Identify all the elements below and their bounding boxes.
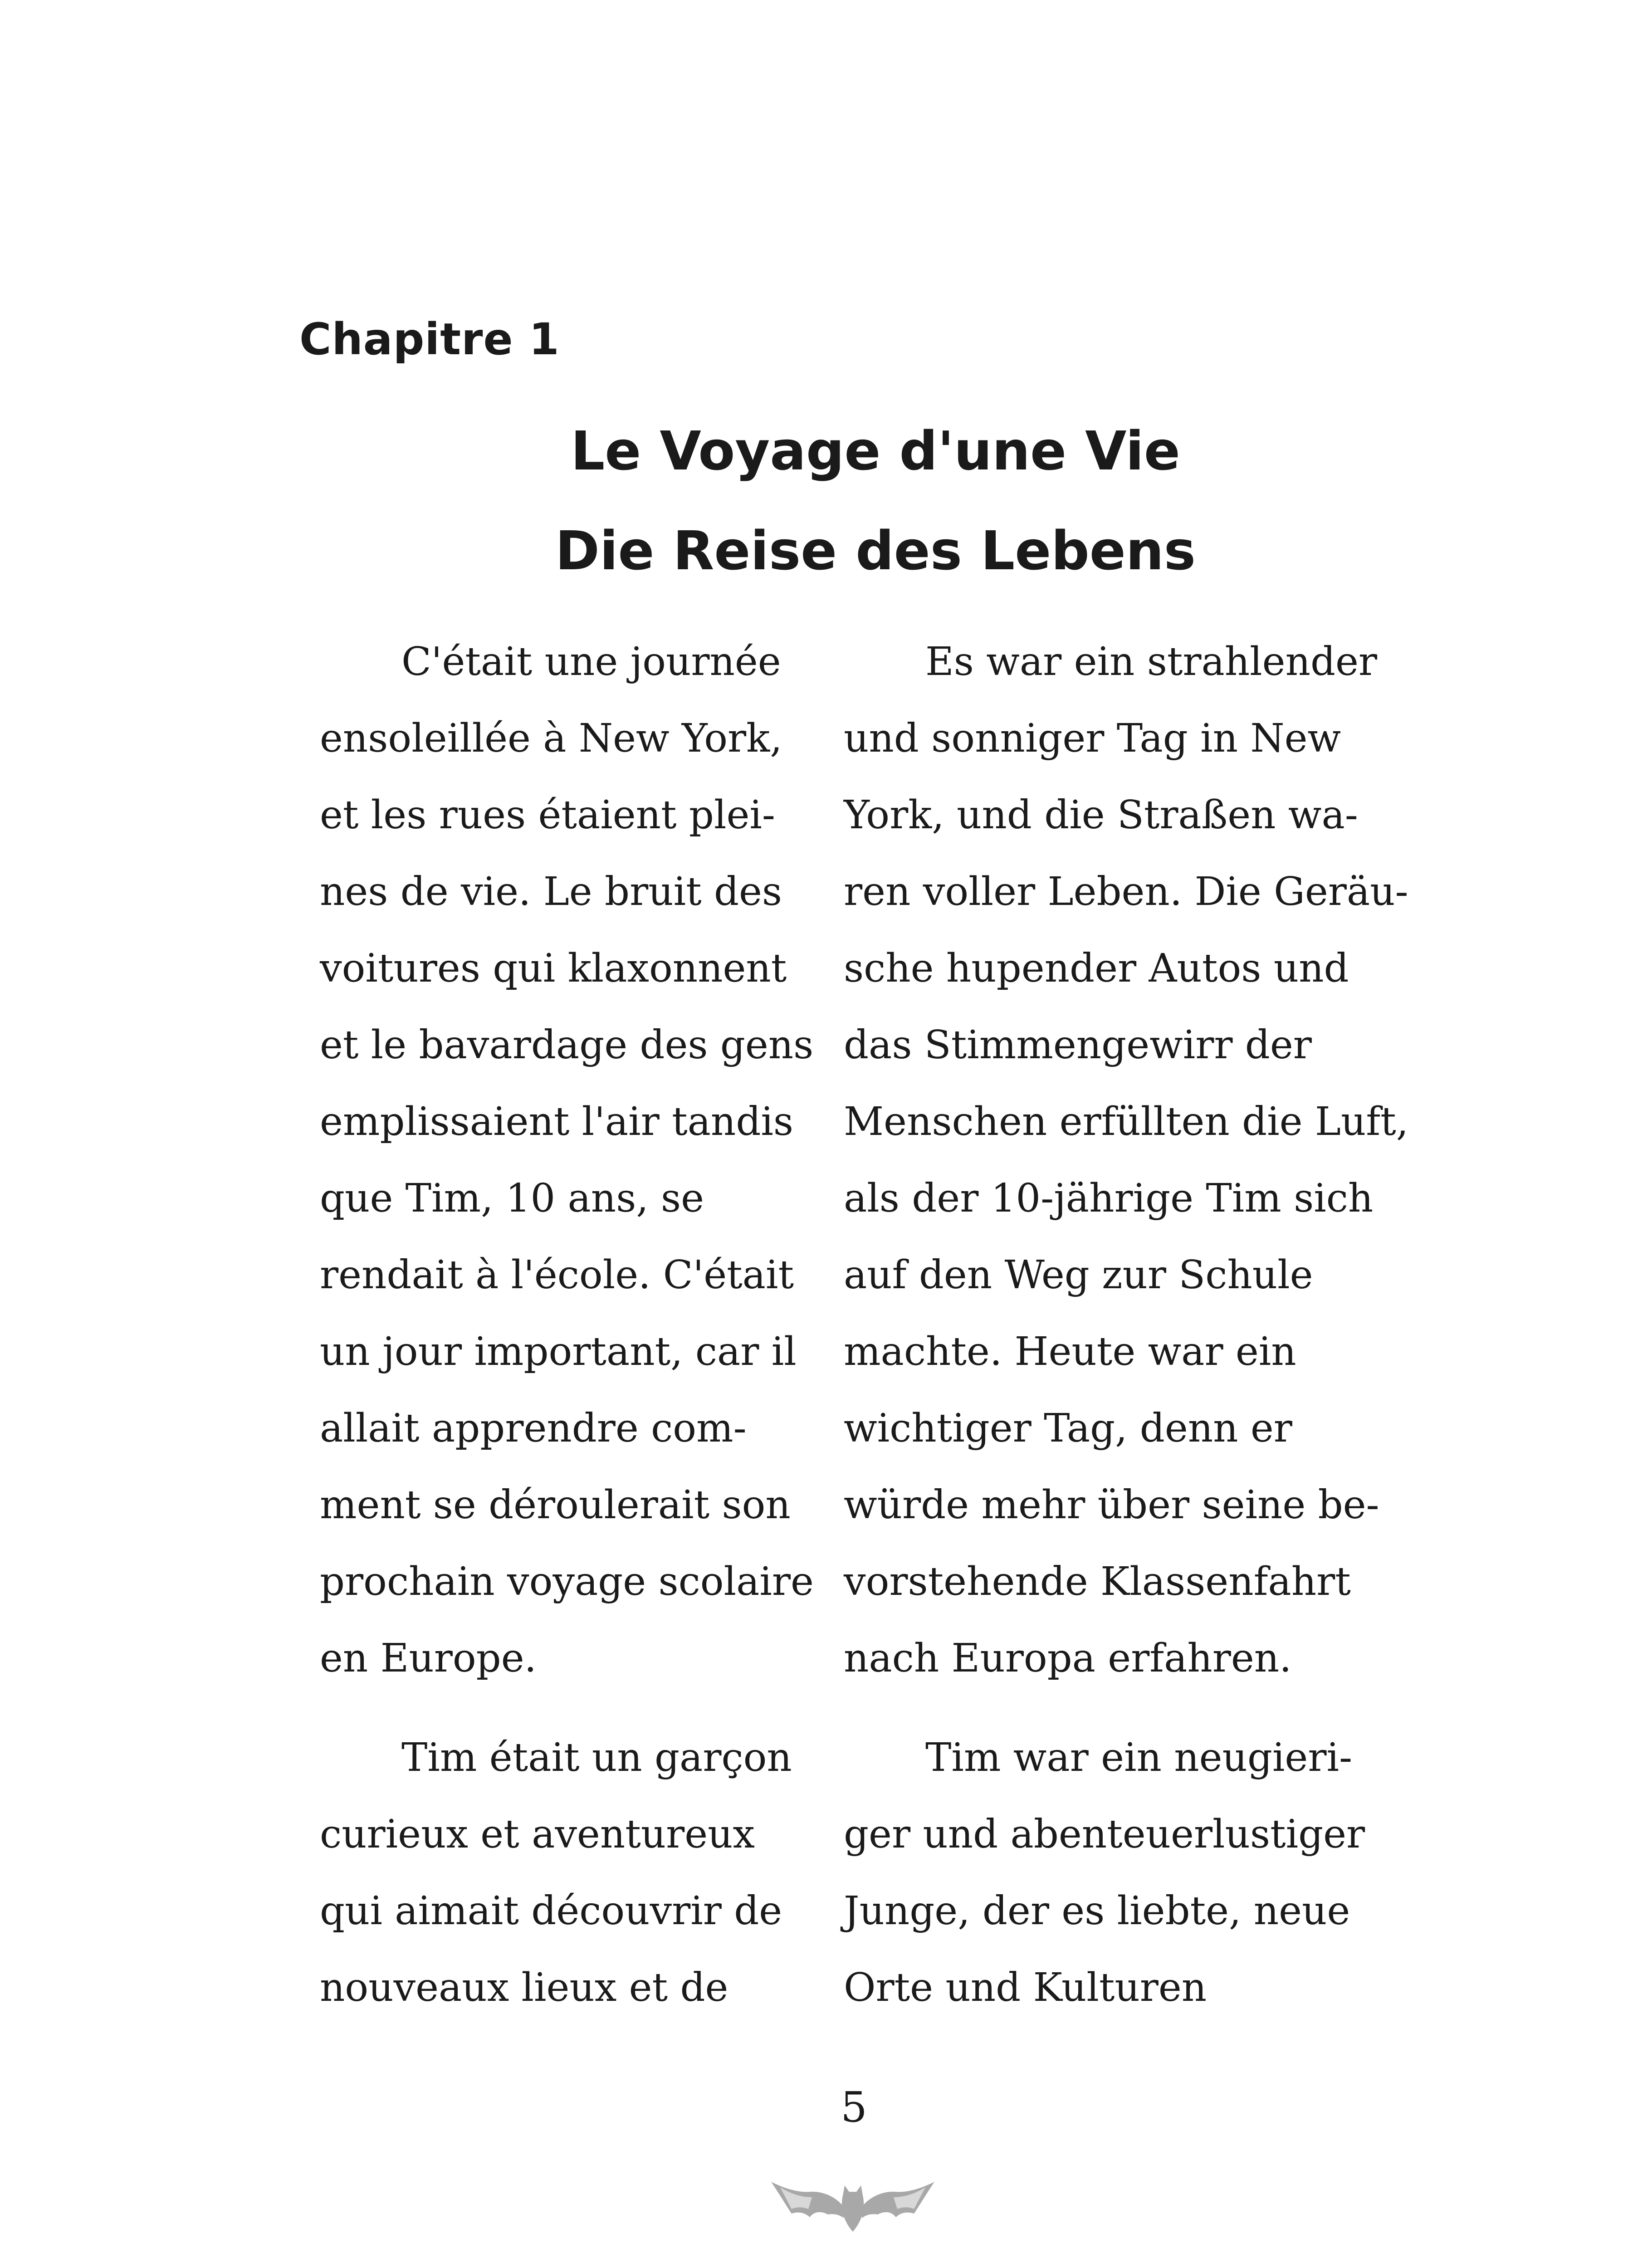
text-line: voitures qui klaxonnent: [320, 946, 787, 991]
chapter-label: Chapitre 1: [299, 314, 560, 365]
french-paragraph-2: [320, 1720, 819, 2026]
bat-icon: [767, 2164, 939, 2245]
german-paragraph-2: [844, 1720, 1365, 2026]
text-line: emplissaient l'air tandis: [320, 1099, 794, 1144]
text-line: als der 10-jährige Tim sich: [844, 1176, 1374, 1221]
text-line: et le bavardage des gens: [320, 1022, 814, 1068]
text-line: nes de vie. Le bruit des: [320, 869, 782, 914]
text-line: ment se déroulerait son: [320, 1482, 791, 1528]
text-line: Menschen erfüllten die Luft,: [844, 1099, 1409, 1144]
text-line: ren voller Leben. Die Geräu-: [844, 869, 1408, 914]
french-paragraph-1: [320, 624, 819, 1697]
text-line: sche hupender Autos und: [844, 946, 1349, 991]
text-line: auf den Weg zur Schule: [844, 1252, 1313, 1298]
text-line: machte. Heute war ein: [844, 1329, 1296, 1374]
page-number: 5: [841, 2083, 867, 2131]
text-line: rendait à l'école. C'était: [320, 1252, 794, 1298]
text-line: un jour important, car il: [320, 1329, 797, 1374]
text-line: und sonniger Tag in New: [844, 716, 1341, 761]
text-line: Orte und Kulturen: [844, 1965, 1207, 2010]
text-line: Es war ein strahlender: [925, 639, 1378, 684]
text-line: ensoleillée à New York,: [320, 716, 782, 761]
text-line: Tim était un garçon: [401, 1735, 792, 1780]
text-line: C'était une journée: [401, 639, 781, 684]
text-line: Tim war ein neugieri-: [925, 1735, 1353, 1780]
text-line: allait apprendre com-: [320, 1406, 747, 1451]
text-line: wichtiger Tag, denn er: [844, 1406, 1292, 1451]
text-line: vorstehende Klassenfahrt: [844, 1559, 1351, 1604]
text-line: en Europe.: [320, 1636, 537, 1681]
french-text-column: [320, 624, 819, 2026]
text-line: qui aimait découvrir de: [320, 1888, 782, 1934]
text-line: et les rues étaient plei-: [320, 792, 775, 838]
text-line: que Tim, 10 ans, se: [320, 1176, 704, 1221]
chapter-title-french: Le Voyage d'une Vie: [571, 420, 1180, 482]
text-line: nouveaux lieux et de: [320, 1965, 728, 2010]
german-paragraph-1: [844, 624, 1409, 1697]
german-text-column: [844, 624, 1409, 2026]
text-line: würde mehr über seine be-: [844, 1482, 1379, 1528]
text-line: Junge, der es liebte, neue: [844, 1888, 1350, 1934]
chapter-title-german: Die Reise des Lebens: [555, 519, 1196, 582]
text-line: York, und die Straßen wa-: [844, 792, 1358, 838]
text-line: curieux et aventureux: [320, 1812, 755, 1857]
text-line: nach Europa erfahren.: [844, 1636, 1292, 1681]
text-line: das Stimmengewirr der: [844, 1022, 1312, 1068]
text-line: ger und abenteuerlustiger: [844, 1812, 1365, 1857]
text-line: prochain voyage scolaire: [320, 1559, 814, 1604]
